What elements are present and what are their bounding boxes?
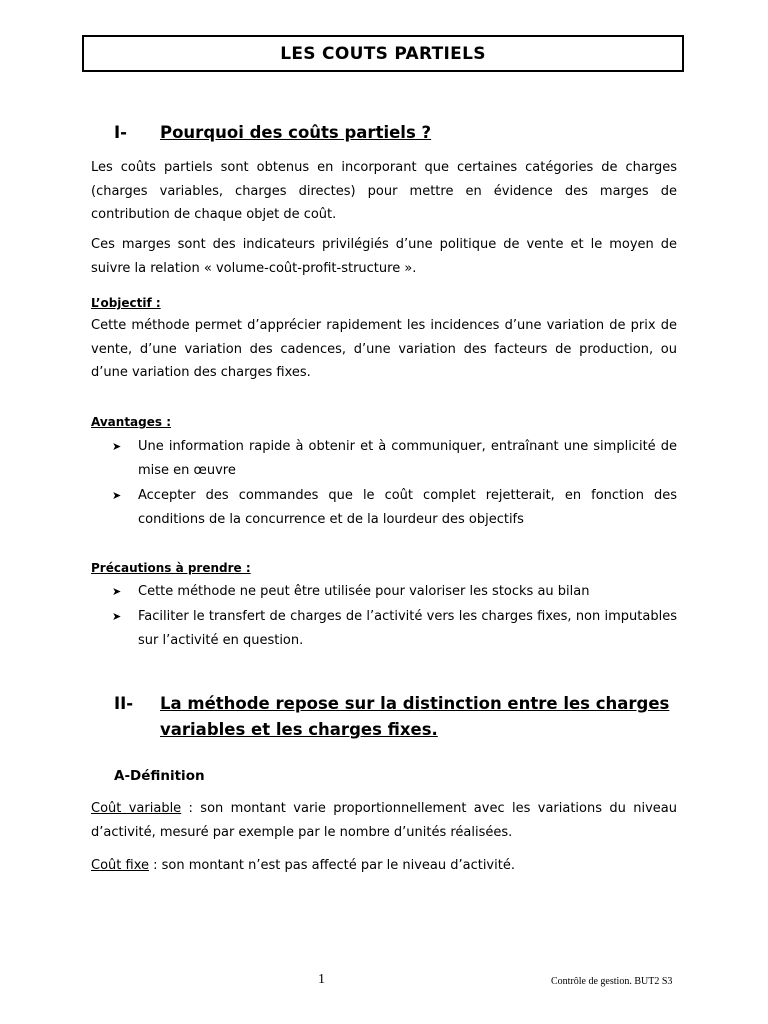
arrowhead-bullet-icon: ➤ [112,489,122,502]
precautions-label: Précautions à prendre : [91,561,251,575]
avantage-item-2 [112,484,677,531]
section-2-title: La méthode repose sur la distinction entre les charges variables et les charges fixes. [160,694,670,739]
arrowhead-bullet-icon: ➤ [112,610,122,623]
avantage-item-2-text: Accepter des commandes que le coût complet rejetterait, en fonction des conditions de la concurrence et de la lourdeur des objectifs [138,488,677,527]
cout-variable-definition: : son montant varie proportionnellement avec les variations du niveau d’activité, mesuré par exemple par le nombre d’unités réalisées. [91,801,677,840]
section-1-heading [114,120,431,146]
section-1-paragraph-2: Ces marges sont des indicateurs privilégiés d’une politique de vente et le moyen de suivre la relation « volume-coût-profit-structure ». [91,237,677,276]
objectif-text: Cette méthode permet d’apprécier rapidement les incidences d’une variation de prix de vente, d’une variation des cadences, d’une variation des facteurs de production, ou d’une variation des charges fixes. [91,318,677,380]
precaution-item-2 [112,605,677,652]
precaution-item-2-text: Faciliter le transfert de charges de l’activité vers les charges fixes, non imputables sur l’activité en question. [138,609,677,648]
precaution-item-1 [112,580,677,604]
cout-fixe-definition: : son montant n’est pas affecté par le niveau d’activité. [148,858,515,873]
cout-variable-term: Coût variable [91,801,182,816]
cout-fixe-paragraph [91,854,677,878]
avantage-item-1 [112,435,677,482]
page-number: 1 [318,972,325,987]
subsection-a-title: Définition [130,768,205,784]
precaution-item-1-text: Cette méthode ne peut être utilisée pour valoriser les stocks au bilan [138,584,590,599]
avantage-item-1-text: Une information rapide à obtenir et à communiquer, entraînant une simplicité de mise en œuvre [138,439,677,478]
arrowhead-bullet-icon: ➤ [112,440,122,453]
objectif-label: L’objectif : [91,296,161,310]
section-2-number: II- [114,694,134,713]
section-1-paragraph-1: Les coûts partiels sont obtenus en incorporant que certaines catégories de charges (charges variables, charges directes) pour mettre en évidence des marges de contribution de chaque objet de coût. [91,160,677,222]
subsection-a-heading [114,766,205,786]
subsection-a-number: A- [114,768,131,784]
footer-note: Contrôle de gestion. BUT2 S3 [551,976,673,987]
cout-fixe-term: Coût fixe [91,858,149,873]
cout-variable-paragraph [91,797,677,844]
avantages-label: Avantages : [91,415,172,429]
arrowhead-bullet-icon: ➤ [112,585,122,598]
section-1-number: I- [114,123,127,142]
section-1-title: Pourquoi des coûts partiels ? [160,123,432,142]
document-title: LES COUTS PARTIELS [82,35,684,72]
section-2-heading [114,691,670,743]
